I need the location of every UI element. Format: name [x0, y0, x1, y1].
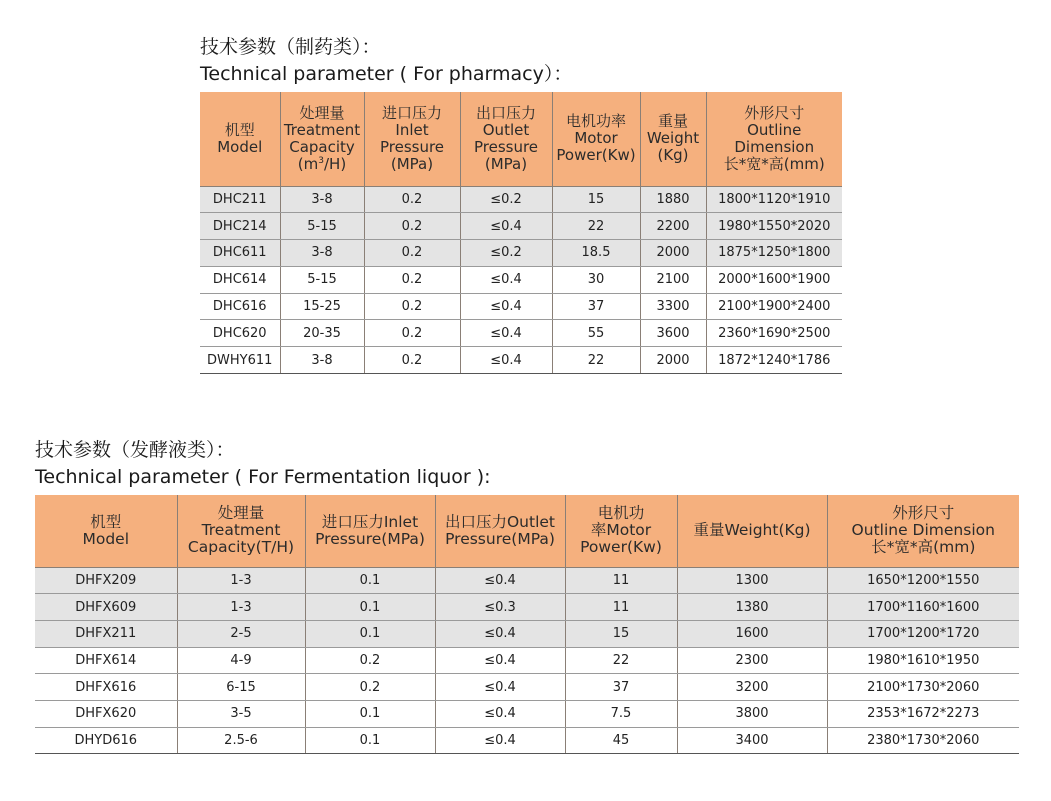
- cell-outlet: ≤0.2: [460, 240, 552, 267]
- table-row: [200, 347, 842, 374]
- cell-model: DHFX209: [35, 567, 177, 594]
- cell-outlet: ≤0.4: [435, 674, 565, 701]
- pharmacy-title-en: Technical parameter ( For pharmacy）：: [200, 63, 573, 85]
- cell-outlet: ≤0.4: [460, 213, 552, 240]
- table-row: [35, 594, 1019, 621]
- cell-inlet: 0.2: [364, 293, 460, 320]
- cell-power: 15: [552, 186, 640, 213]
- table-row: [200, 213, 842, 240]
- cell-weight: 2200: [640, 213, 706, 240]
- cell-model: DHC611: [200, 240, 280, 267]
- header-outlet-pressure: 出口压力Outlet Pressure(MPa): [435, 495, 565, 567]
- cell-dimension: 1980*1610*1950: [827, 647, 1019, 674]
- cell-model: DHC620: [200, 320, 280, 347]
- cell-model: DWHY611: [200, 347, 280, 374]
- cell-dimension: 1700*1160*1600: [827, 594, 1019, 621]
- fermentation-header-row: [35, 495, 1019, 567]
- cell-capacity: 5-15: [280, 213, 364, 240]
- cell-model: DHC211: [200, 186, 280, 213]
- cell-capacity: 15-25: [280, 293, 364, 320]
- cell-capacity: 4-9: [177, 647, 305, 674]
- cell-inlet: 0.1: [305, 567, 435, 594]
- cell-weight: 3200: [677, 674, 827, 701]
- cell-capacity: 6-15: [177, 674, 305, 701]
- fermentation-table: [35, 495, 1019, 754]
- cell-weight: 1600: [677, 620, 827, 647]
- cell-power: 22: [552, 347, 640, 374]
- header-model: 机型 Model: [200, 92, 280, 186]
- table-row: [35, 567, 1019, 594]
- header-outlet-pressure: 出口压力 Outlet Pressure (MPa): [460, 92, 552, 186]
- cell-dimension: 1800*1120*1910: [706, 186, 842, 213]
- cell-weight: 3400: [677, 727, 827, 754]
- cell-dimension: 1650*1200*1550: [827, 567, 1019, 594]
- cell-model: DHC616: [200, 293, 280, 320]
- cell-power: 55: [552, 320, 640, 347]
- cell-capacity: 3-8: [280, 240, 364, 267]
- cell-inlet: 0.2: [364, 186, 460, 213]
- cell-capacity: 2.5-6: [177, 727, 305, 754]
- cell-capacity: 2-5: [177, 620, 305, 647]
- header-dimension: 外形尺寸 Outline Dimension 长*宽*高(mm): [706, 92, 842, 186]
- cell-capacity: 20-35: [280, 320, 364, 347]
- cell-outlet: ≤0.4: [435, 727, 565, 754]
- cell-capacity: 1-3: [177, 594, 305, 621]
- cell-power: 37: [552, 293, 640, 320]
- cell-dimension: 2380*1730*2060: [827, 727, 1019, 754]
- cell-inlet: 0.2: [364, 240, 460, 267]
- cell-dimension: 2360*1690*2500: [706, 320, 842, 347]
- cell-inlet: 0.2: [364, 347, 460, 374]
- cell-outlet: ≤0.2: [460, 186, 552, 213]
- cell-weight: 1880: [640, 186, 706, 213]
- cell-inlet: 0.2: [305, 674, 435, 701]
- cell-model: DHC614: [200, 266, 280, 293]
- cell-dimension: 2100*1900*2400: [706, 293, 842, 320]
- header-motor-power: 电机功率 Motor Power(Kw): [552, 92, 640, 186]
- cell-weight: 2100: [640, 266, 706, 293]
- table-row: [35, 674, 1019, 701]
- cell-outlet: ≤0.4: [460, 293, 552, 320]
- cell-outlet: ≤0.4: [435, 647, 565, 674]
- cell-inlet: 0.2: [364, 320, 460, 347]
- pharmacy-title-cn: 技术参数（制药类）：: [200, 36, 381, 58]
- cell-inlet: 0.1: [305, 594, 435, 621]
- cell-dimension: 2353*1672*2273: [827, 700, 1019, 727]
- cell-outlet: ≤0.4: [460, 347, 552, 374]
- cell-power: 22: [565, 647, 677, 674]
- cell-power: 37: [565, 674, 677, 701]
- cell-power: 45: [565, 727, 677, 754]
- pharmacy-header-row: [200, 92, 842, 186]
- cell-model: DHFX211: [35, 620, 177, 647]
- header-motor-power: 电机功 率Motor Power(Kw): [565, 495, 677, 567]
- header-inlet-pressure: 进口压力Inlet Pressure(MPa): [305, 495, 435, 567]
- cell-outlet: ≤0.4: [460, 320, 552, 347]
- cell-weight: 2000: [640, 347, 706, 374]
- fermentation-title-en: Technical parameter ( For Fermentation liquor ):: [35, 466, 491, 488]
- cell-capacity: 3-5: [177, 700, 305, 727]
- pharmacy-table: [200, 92, 842, 374]
- cell-inlet: 0.2: [364, 213, 460, 240]
- cell-capacity: 5-15: [280, 266, 364, 293]
- cell-weight: 3300: [640, 293, 706, 320]
- table-row: [200, 320, 842, 347]
- cell-inlet: 0.1: [305, 727, 435, 754]
- header-model: 机型 Model: [35, 495, 177, 567]
- header-weight: 重量 Weight (Kg): [640, 92, 706, 186]
- header-inlet-pressure: 进口压力 Inlet Pressure (MPa): [364, 92, 460, 186]
- cell-outlet: ≤0.4: [460, 266, 552, 293]
- cell-dimension: 2100*1730*2060: [827, 674, 1019, 701]
- cell-dimension: 1980*1550*2020: [706, 213, 842, 240]
- cell-capacity: 3-8: [280, 186, 364, 213]
- cell-outlet: ≤0.4: [435, 700, 565, 727]
- cell-power: 11: [565, 567, 677, 594]
- header-weight: 重量Weight(Kg): [677, 495, 827, 567]
- header-capacity: 处理量 Treatment Capacity(T/H): [177, 495, 305, 567]
- cell-model: DHFX616: [35, 674, 177, 701]
- cell-weight: 3600: [640, 320, 706, 347]
- cell-weight: 1380: [677, 594, 827, 621]
- table-row: [35, 700, 1019, 727]
- cell-dimension: 1700*1200*1720: [827, 620, 1019, 647]
- table-row: [35, 727, 1019, 754]
- table-row: [200, 266, 842, 293]
- table-row: [35, 647, 1019, 674]
- cell-capacity: 1-3: [177, 567, 305, 594]
- cell-weight: 2000: [640, 240, 706, 267]
- cell-model: DHYD616: [35, 727, 177, 754]
- cell-power: 22: [552, 213, 640, 240]
- cell-model: DHFX620: [35, 700, 177, 727]
- cell-outlet: ≤0.3: [435, 594, 565, 621]
- cell-power: 7.5: [565, 700, 677, 727]
- table-row: [200, 186, 842, 213]
- pharmacy-section: [200, 35, 842, 374]
- table-row: [35, 620, 1019, 647]
- cell-model: DHFX609: [35, 594, 177, 621]
- fermentation-title-cn: 技术参数（发酵液类）：: [35, 439, 235, 461]
- cell-weight: 2300: [677, 647, 827, 674]
- header-dimension: 外形尺寸 Outline Dimension 长*宽*高(mm): [827, 495, 1019, 567]
- cell-inlet: 0.2: [305, 647, 435, 674]
- fermentation-section: [35, 438, 1019, 754]
- cell-inlet: 0.1: [305, 620, 435, 647]
- cell-outlet: ≤0.4: [435, 567, 565, 594]
- cell-power: 11: [565, 594, 677, 621]
- cell-dimension: 1875*1250*1800: [706, 240, 842, 267]
- cell-weight: 1300: [677, 567, 827, 594]
- table-row: [200, 293, 842, 320]
- cell-model: DHFX614: [35, 647, 177, 674]
- cell-dimension: 1872*1240*1786: [706, 347, 842, 374]
- cell-power: 30: [552, 266, 640, 293]
- cell-capacity: 3-8: [280, 347, 364, 374]
- table-row: [200, 240, 842, 267]
- cell-power: 15: [565, 620, 677, 647]
- cell-outlet: ≤0.4: [435, 620, 565, 647]
- cell-inlet: 0.2: [364, 266, 460, 293]
- cell-model: DHC214: [200, 213, 280, 240]
- cell-inlet: 0.1: [305, 700, 435, 727]
- cell-weight: 3800: [677, 700, 827, 727]
- cell-dimension: 2000*1600*1900: [706, 266, 842, 293]
- header-capacity: 处理量 Treatment Capacity $(m^3/H)$: [280, 92, 364, 186]
- cell-power: 18.5: [552, 240, 640, 267]
